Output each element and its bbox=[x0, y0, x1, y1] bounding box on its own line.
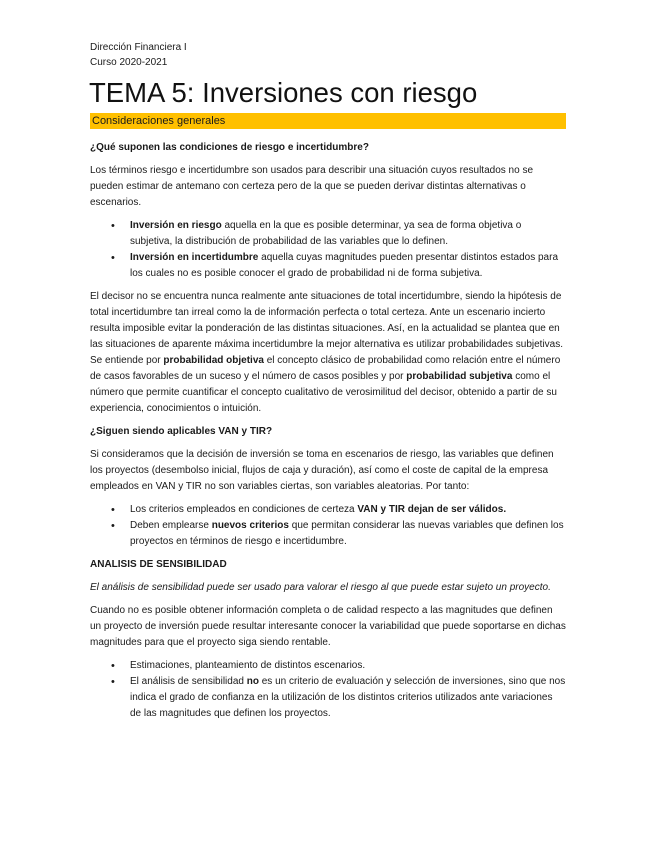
term-label: Inversión en incertidumbre bbox=[130, 252, 259, 263]
text-run: El decisor no se encuentra nunca realmente ante situaciones de total incertidumbre, siendo la hipótesis de total incertidumbre tan irreal como la de información perfecta o total certeza. Ante un escenario incierto resulta imposible evitar la ponderación de las distintas situaciones. Así, en la actualidad se plantea que en las situaciones de aparente máxima incertidumbre la mejor alternativa es utilizar probabilidades subjetivas. Se entiende por bbox=[90, 291, 564, 366]
text-run: como el número que permite cuantificar el concepto cualitativo de verosimilitud del decisor, obtenido a partir de su experiencia, conocimientos o intuición. bbox=[90, 371, 557, 414]
bullet-icon: • bbox=[111, 660, 115, 672]
bullet-icon: • bbox=[111, 504, 115, 516]
list-item bbox=[90, 502, 566, 518]
list-item bbox=[90, 674, 566, 722]
paragraph-sensitivity: Cuando no es posible obtener información completa o de calidad respecto a las magnitudes que definen un proyecto de inversión puede resultar interesante conocer la variabilidad que puede soportarse en dichas magnitudes para que el proyecto siga siendo rentable. bbox=[90, 605, 566, 648]
question-heading-risk: ¿Qué suponen las condiciones de riesgo e incertidumbre? bbox=[90, 142, 369, 153]
course-name: Dirección Financiera I bbox=[90, 42, 187, 53]
bullet-icon: • bbox=[111, 252, 115, 264]
text-run: Deben emplearse bbox=[130, 520, 212, 531]
text-run: Estimaciones, planteamiento de distintos escenarios. bbox=[130, 660, 366, 671]
section-heading-bar: Consideraciones generales bbox=[90, 113, 566, 129]
bullet-icon: • bbox=[111, 676, 115, 688]
course-year: Curso 2020-2021 bbox=[90, 57, 168, 68]
list-item bbox=[90, 250, 566, 282]
list-item bbox=[90, 658, 566, 674]
bullet-list-sensitivity bbox=[90, 658, 566, 722]
term-text: aquella cuyas magnitudes pueden presentar distintos estados para los cuales no es posible conocer el grado de probabilidad ni de forma subjetiva. bbox=[130, 252, 559, 279]
term-text: aquella en la que es posible determinar, ya sea de forma objetiva o subjetiva, la distribución de probabilidad de las variables que lo definen. bbox=[130, 220, 522, 247]
term-label: Inversión en riesgo bbox=[130, 220, 222, 231]
text-run-bold: nuevos criterios bbox=[211, 520, 289, 531]
paragraph-definition: Los términos riesgo e incertidumbre son usados para describir una situación cuyos resultados no se pueden estimar de antemano con certeza pero de la que se pueden derivar distintas alternativas o escenarios. bbox=[90, 165, 534, 208]
text-run: que permitan considerar las nuevas variables que definen los proyectos en términos de riesgo e incertidumbre. bbox=[130, 520, 564, 547]
list-item bbox=[90, 518, 566, 550]
paragraph-van-tir: Si consideramos que la decisión de inversión se toma en escenarios de riesgo, las variables que definen los proyectos (desembolso inicial, flujos de caja y duración), así como el coste de capital de la empresa empleados en VAN y TIR no son variables ciertas, son variables aleatorias. Por tanto: bbox=[90, 449, 554, 492]
bullet-icon: • bbox=[111, 520, 115, 532]
bullet-icon: • bbox=[111, 220, 115, 232]
text-run-bold: probabilidad objetiva bbox=[163, 355, 264, 366]
text-run: Los criterios empleados en condiciones de certeza bbox=[130, 504, 358, 515]
paragraph-probability bbox=[90, 289, 566, 417]
question-heading-van-tir: ¿Siguen siendo aplicables VAN y TIR? bbox=[90, 426, 273, 437]
document-title: TEMA 5: Inversiones con riesgo bbox=[89, 77, 478, 108]
sensitivity-heading: ANALISIS DE SENSIBILIDAD bbox=[90, 559, 227, 570]
document-body bbox=[90, 140, 566, 729]
paragraph-sensitivity-intro: El análisis de sensibilidad puede ser usado para valorar el riesgo al que puede estar sujeto un proyecto. bbox=[90, 582, 551, 593]
text-run: El análisis de sensibilidad bbox=[130, 676, 247, 687]
bullet-list-investment-types bbox=[90, 218, 566, 282]
text-run-bold: probabilidad subjetiva bbox=[406, 371, 513, 382]
text-run: el concepto clásico de probabilidad como relación entre el número de casos favorables de un suceso y el número de casos posibles y por bbox=[90, 355, 561, 382]
list-item bbox=[90, 218, 566, 250]
page-header bbox=[90, 40, 187, 70]
text-run-bold: VAN y TIR dejan de ser válidos. bbox=[357, 504, 507, 515]
bullet-list-criteria bbox=[90, 502, 566, 550]
text-run: es un criterio de evaluación y selección de inversiones, sino que nos indica el grado de confianza en la utilización de los distintos criterios utilizados ante variaciones de las magnitudes que definen los proyectos. bbox=[130, 676, 566, 719]
text-run-bold: no bbox=[246, 676, 259, 687]
